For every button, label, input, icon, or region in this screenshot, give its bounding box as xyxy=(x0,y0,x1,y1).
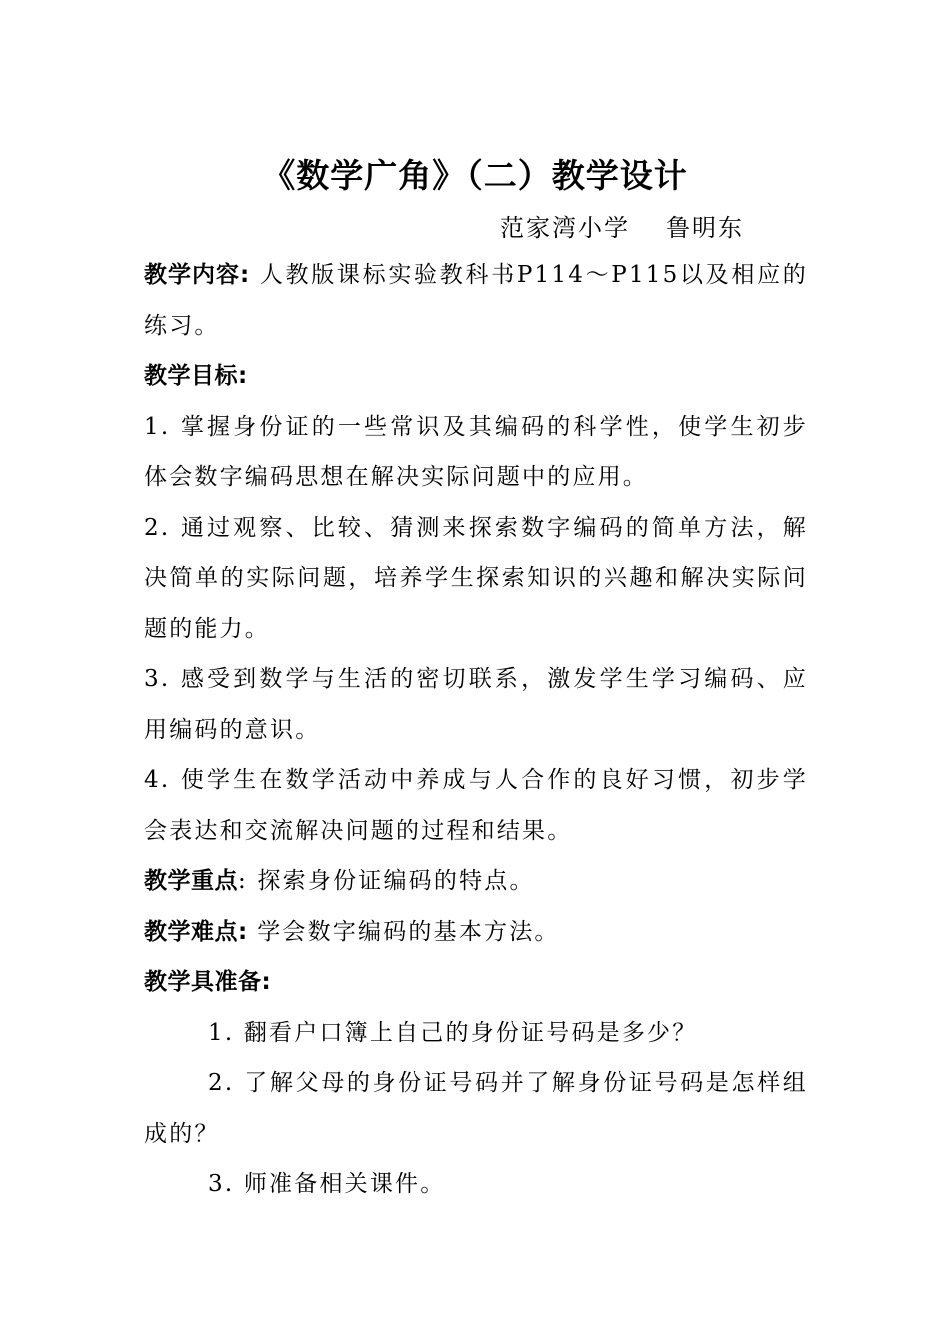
content-text: 人教版课标实验教科书P114～P115以及相应的练习。 xyxy=(144,262,809,339)
document-title: 《数学广角》（二）教学设计 xyxy=(262,156,688,195)
content-paragraph xyxy=(144,250,808,351)
document-body xyxy=(144,250,808,1210)
objective-item: 2. 通过观察、比较、猜测来探索数字编码的简单方法，解决简单的实际问题，培养学生探索知识的兴趣和解决实际问题的能力。 xyxy=(144,514,808,642)
difficulty-paragraph xyxy=(144,907,808,958)
objectives-label: 教学目标: xyxy=(144,363,248,389)
objective-item: 4. 使学生在数学活动中养成与人合作的良好习惯，初步学会表达和交流解决问题的过程和结果。 xyxy=(144,767,808,844)
key-point-colon: : xyxy=(238,868,248,894)
key-point-text: 探索身份证编码的特点。 xyxy=(257,868,535,894)
author-line xyxy=(500,208,744,243)
materials-item: 2. 了解父母的身份证号码并了解身份证号码是怎样组成的？ xyxy=(144,1070,808,1147)
objectives-heading xyxy=(144,351,808,402)
difficulty-text: 学会数字编码的基本方法。 xyxy=(257,918,560,945)
materials-item: 1. 翻看户口簿上自己的身份证号码是多少？ xyxy=(208,1019,698,1046)
materials-heading xyxy=(144,957,808,1008)
materials-label: 教学具准备: xyxy=(144,969,272,995)
difficulty-label: 教学难点: xyxy=(144,918,248,945)
author-name: 鲁明东 xyxy=(666,214,744,242)
materials-item: 3. 师准备相关课件。 xyxy=(208,1171,446,1197)
author-school: 范家湾小学 xyxy=(500,214,630,242)
objective-item: 1. 掌握身份证的一些常识及其编码的科学性，使学生初步体会数字编码思想在解决实际问题中的应用。 xyxy=(144,413,808,490)
objective-item: 3. 感受到数学与生活的密切联系，激发学生学习编码、应用编码的意识。 xyxy=(144,666,808,743)
content-label: 教学内容: xyxy=(144,262,250,288)
key-point-paragraph xyxy=(144,856,808,907)
key-point-label: 教学重点 xyxy=(144,868,238,894)
